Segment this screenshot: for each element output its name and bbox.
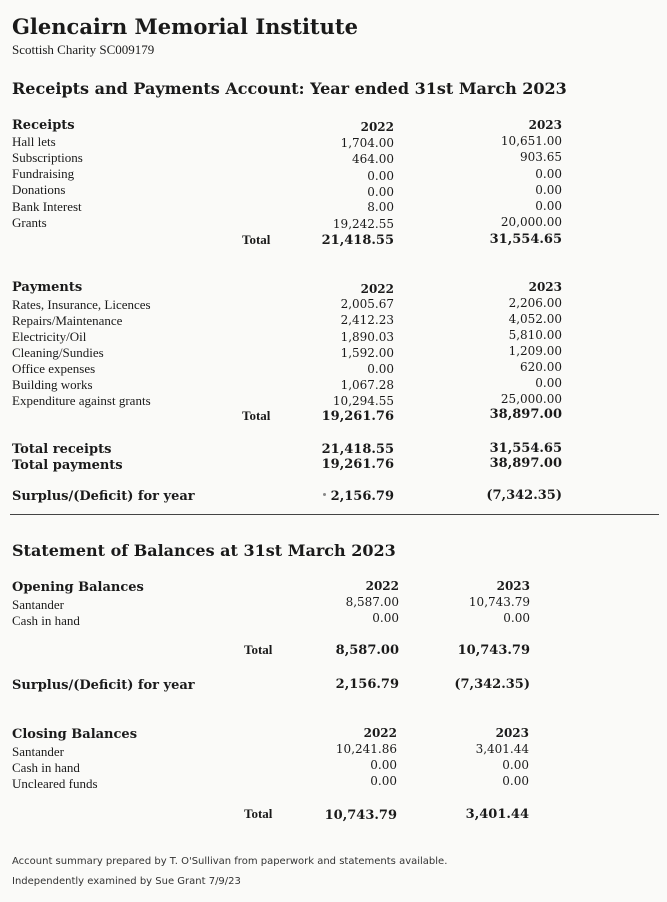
closing-year-2022: 2022 [363,726,397,740]
payments-year-2023: 2023 [528,280,562,294]
balances-heading: Statement of Balances at 31st March 2023 [12,541,396,560]
payment-item-2023: 2,206.00 [508,296,562,310]
payment-item-name: Rates, Insurance, Licences [12,297,151,312]
closing-item-2022: 10,241.86 [335,742,397,756]
payment-item-2023: 1,209.00 [508,344,562,358]
opening-item-2023: 0.00 [503,611,530,625]
total-payments-label: Total payments [12,458,123,473]
receipt-item-name: Hall lets [12,134,56,149]
payment-item-2022: 10,294.55 [332,394,394,408]
receipt-item-2022: 8.00 [367,200,394,214]
payment-item-name: Expenditure against grants [12,393,151,408]
total-receipts-label: Total receipts [12,442,112,457]
opening-total-label: Total [244,642,273,657]
receipt-item-2023: 10,651.00 [500,134,562,148]
opening-total-2023: 10,743.79 [457,643,530,658]
payment-item-name: Building works [12,377,93,392]
payment-item-2022: 2,005.67 [340,297,394,311]
closing-total-label: Total [244,806,273,821]
payments-total-2023: 38,897.00 [489,407,562,422]
payment-item-2022: 0.00 [367,362,394,376]
closing-total-2023: 3,401.44 [465,807,529,822]
payment-item-2023: 25,000.00 [500,392,562,406]
opening-item-2022: 0.00 [372,611,399,625]
closing-item-2023: 3,401.44 [475,742,529,756]
receipt-item-2023: 0.00 [535,183,562,197]
receipts-total-label: Total [242,232,271,247]
payments-year-2022: 2022 [360,282,394,296]
opening-item-2022: 8,587.00 [345,595,399,609]
opening-year-2023: 2023 [496,579,530,593]
section-divider [10,514,659,515]
receipt-item-2022: 1,704.00 [340,136,394,150]
charity-number: Scottish Charity SC009179 [12,42,155,57]
receipt-item-2022: 0.00 [367,169,394,183]
closing-item-name: Santander [12,744,64,759]
balances-surplus-2023: (7,342.35) [454,677,530,692]
receipt-item-name: Donations [12,182,66,197]
closing-item-2023: 0.00 [502,758,529,772]
balances-surplus-label: Surplus/(Deficit) for year [12,678,195,693]
receipts-heading: Receipts [12,118,75,133]
surplus-2022: 2,156.79 [330,489,394,504]
receipt-item-name: Subscriptions [12,150,83,165]
receipt-item-name: Grants [12,215,47,230]
payment-item-2022: 1,890.03 [340,330,394,344]
opening-balances-heading: Opening Balances [12,580,144,595]
payment-item-2023: 5,810.00 [508,328,562,342]
opening-item-name: Cash in hand [12,613,80,628]
closing-item-2023: 0.00 [502,774,529,788]
opening-item-2023: 10,743.79 [468,595,530,609]
dot-mark [323,493,326,496]
payment-item-2023: 4,052.00 [508,312,562,326]
opening-item-name: Santander [12,597,64,612]
opening-total-2022: 8,587.00 [335,643,399,658]
payment-item-name: Office expenses [12,361,96,376]
closing-item-2022: 0.00 [370,758,397,772]
balances-surplus-2022: 2,156.79 [335,677,399,692]
receipt-item-2023: 903.65 [520,150,562,164]
receipt-item-name: Fundraising [12,166,75,181]
closing-total-2022: 10,743.79 [324,808,397,823]
closing-item-name: Uncleared funds [12,776,98,791]
payment-item-name: Cleaning/Sundies [12,345,104,360]
surplus-2023: (7,342.35) [486,488,562,503]
receipt-item-name: Bank Interest [12,199,82,214]
payment-item-name: Electricity/Oil [12,329,87,344]
payments-heading: Payments [12,280,83,295]
receipt-item-2023: 20,000.00 [500,215,562,229]
payments-total-label: Total [242,408,271,423]
closing-year-2023: 2023 [495,726,529,740]
receipts-year-2023: 2023 [528,118,562,132]
closing-item-name: Cash in hand [12,760,80,775]
total-payments-2022: 19,261.76 [321,457,394,472]
payment-item-2022: 1,592.00 [340,346,394,360]
receipt-item-2023: 0.00 [535,199,562,213]
payment-item-name: Repairs/Maintenance [12,313,123,328]
opening-year-2022: 2022 [365,579,399,593]
account-heading: Receipts and Payments Account: Year ended 31st March 2023 [12,79,567,98]
receipts-total-2023: 31,554.65 [489,232,562,247]
examined-note: Independently examined by Sue Grant 7/9/23 [12,876,241,887]
receipt-item-2022: 19,242.55 [332,217,394,231]
closing-item-2022: 0.00 [370,774,397,788]
receipt-item-2022: 0.00 [367,185,394,199]
closing-balances-heading: Closing Balances [12,727,138,742]
payment-item-2023: 620.00 [520,360,562,374]
surplus-label: Surplus/(Deficit) for year [12,489,195,504]
receipt-item-2022: 464.00 [352,152,394,166]
payment-item-2022: 2,412.23 [340,313,394,327]
document-title: Glencairn Memorial Institute [12,14,358,39]
payment-item-2023: 0.00 [535,376,562,390]
receipt-item-2023: 0.00 [535,167,562,181]
total-receipts-2022: 21,418.55 [321,442,394,457]
total-payments-2023: 38,897.00 [489,456,562,471]
receipts-year-2022: 2022 [360,120,394,134]
payment-item-2022: 1,067.28 [340,378,394,392]
total-receipts-2023: 31,554.65 [489,441,562,456]
prepared-note: Account summary prepared by T. O'Sullivan from paperwork and statements available. [12,856,448,867]
receipts-total-2022: 21,418.55 [321,233,394,248]
payments-total-2022: 19,261.76 [321,409,394,424]
